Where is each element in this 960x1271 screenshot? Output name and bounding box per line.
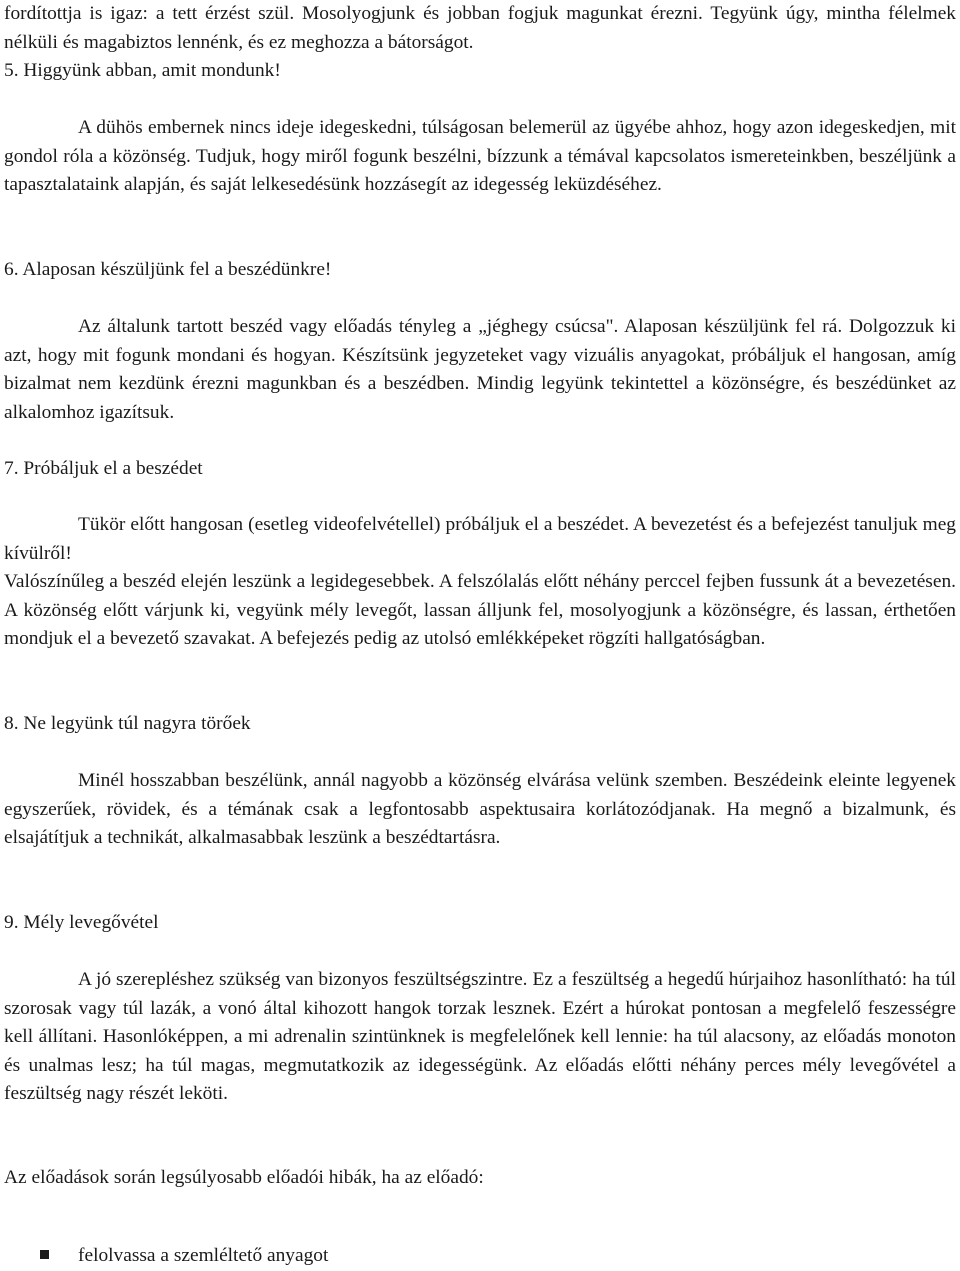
- heading-6: 6. Alaposan készüljünk fel a beszédünkre!: [4, 259, 332, 280]
- square-bullet-icon: [40, 1250, 49, 1259]
- heading-7: 7. Próbáljuk el a beszédet: [4, 458, 203, 479]
- paragraph-6: Az általunk tartott beszéd vagy előadás tényleg a „jéghegy csúcsa". Alaposan készüljünk fel rá. Dolgozzuk ki azt, hogy mit fogunk mondani és hogyan. Készítsünk jegyzeteket vagy vizuális anyagokat, próbáljuk el hangosan, amíg bizalmat nem kezdünk érezni magunkban és a beszédben. Mindig legyünk tekintettel a közönségre, és beszédünket az alkalomhoz igazítsuk.: [4, 316, 956, 423]
- errors-intro: Az előadások során legsúlyosabb előadói hibák, ha az előadó:: [4, 1167, 484, 1188]
- heading-9: 9. Mély levegővétel: [4, 912, 159, 933]
- heading-8: 8. Ne legyünk túl nagyra törőek: [4, 713, 251, 734]
- bullet-text: felolvassa a szemléltető anyagot: [78, 1245, 329, 1266]
- paragraph-7: Tükör előtt hangosan (esetleg videofelvétellel) próbáljuk el a beszédet. A bevezetést és a befejezést tanuljuk meg kívülről!: [4, 514, 956, 564]
- paragraph-7-continued: Valószínűleg a beszéd elején leszünk a legidegesebbek. A felszólalás előtt néhány perccel fejben fussunk át a bevezetésen. A közönség előtt várjunk ki, vegyünk mély levegőt, lassan álljunk fel, mosolyogjunk a közönségre, és lassan, érthetően mondjuk el a bevezető szavakat. A befejezés pedig az utolsó emlékképeket rögzíti hallgatóságban.: [4, 571, 956, 650]
- paragraph-8: Minél hosszabban beszélünk, annál nagyobb a közönség elvárása velünk szemben. Beszédeink eleinte legyenek egyszerűek, rövidek, és a témának csak a legfontosabb aspektusaira korlátozódjanak. Ha megnő a bizalmunk, és elsajátítjuk a technikát, alkalmasabbak leszünk a beszédtartásra.: [4, 770, 956, 849]
- paragraph-5: A dühös embernek nincs ideje idegeskedni, túlságosan belemerül az ügyébe ahhoz, hogy azon idegeskedjen, mit gondol róla a közönség. Tudjuk, hogy miről fogunk beszélni, bízzunk a témával kapcsolatos ismereteinkben, beszéljünk a tapasztalataink alapján, és saját lelkesedésünk hozzásegít az idegesség leküzdéséhez.: [4, 117, 956, 196]
- paragraph-intro-continuation: fordítottja is igaz: a tett érzést szül. Mosolyogjunk és jobban fogjuk magunkat érezni. Tegyünk úgy, mintha félelmek nélküli és magabiztos lennénk, és ez meghozza a bátorságot.: [4, 3, 956, 53]
- paragraph-9: A jó szerepléshez szükség van bizonyos feszültségszintre. Ez a feszültség a hegedű húrjaihoz hasonlítható: ha túl szorosak vagy túl lazák, a vonó által kihozott hangok torzak lesznek. Ezért a húrokat pontosan a megfelelő feszességre kell állítani. Hasonlóképpen, a mi adrenalin szintünknek is megfelelőnek kell lennie: ha túl alacsony, az előadás monoton és unalmas lesz; ha túl magas, megmutatkozik az idegességünk. Az előadás előtti néhány perces mély levegővétel a feszültség nagy részét leköti.: [4, 969, 956, 1105]
- heading-5: 5. Higgyünk abban, amit mondunk!: [4, 60, 281, 81]
